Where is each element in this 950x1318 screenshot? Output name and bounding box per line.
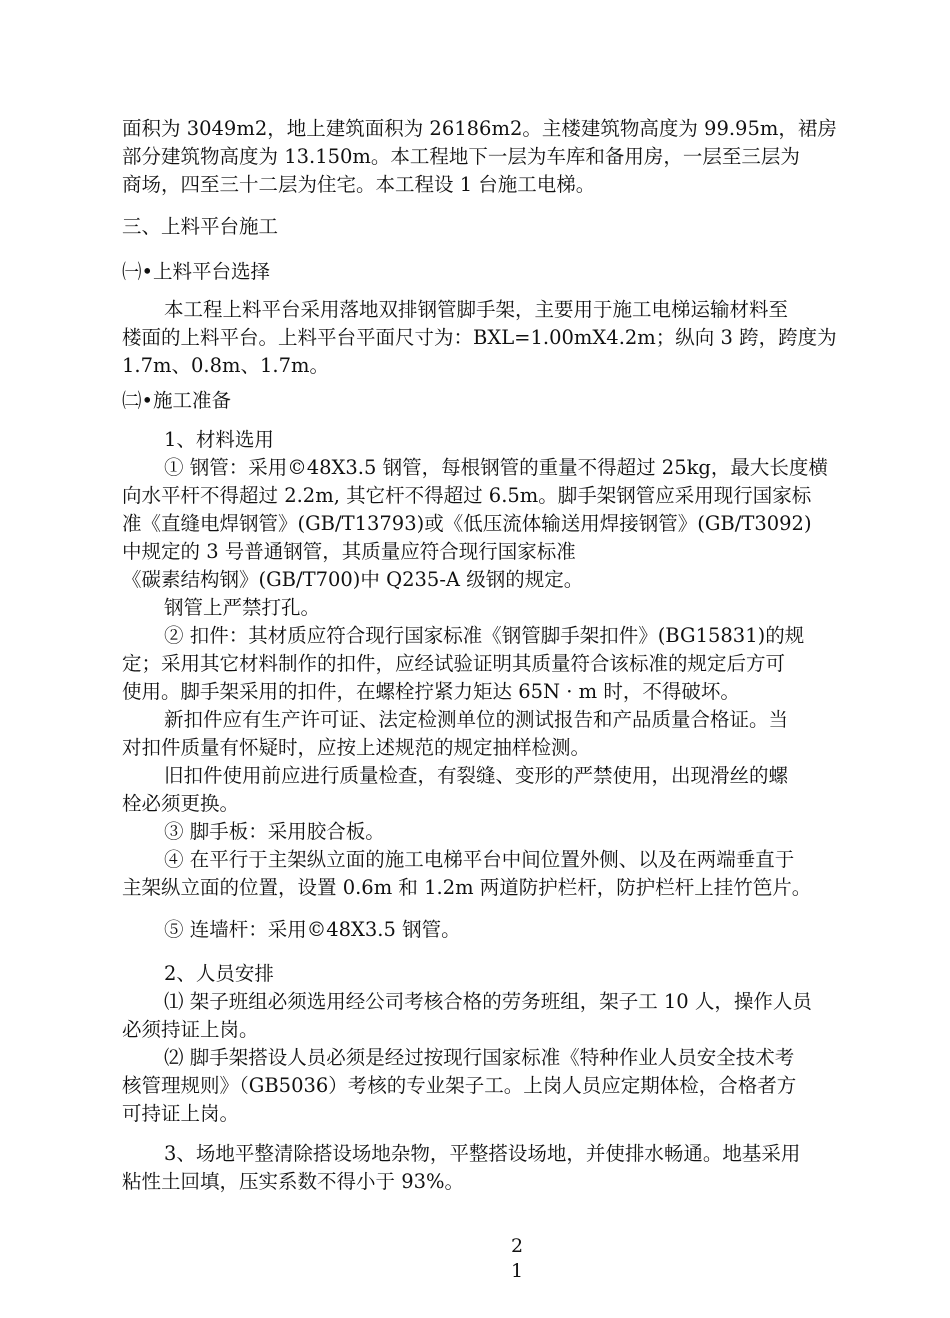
- text-line: 可持证上岗。: [122, 1102, 240, 1125]
- paragraph-site-leveling: [122, 1140, 882, 1196]
- text-line: 2、人员安排: [164, 962, 274, 985]
- text-line: 核管理规则》（GB5036）考核的专业架子工。上岗人员应定期体检，合格者方: [122, 1074, 797, 1097]
- text-line: ⑴ 架子班组必须选用经公司考核合格的劳务班组，架子工 10 人，操作人员: [164, 990, 812, 1013]
- text-line: 对扣件质量有怀疑时，应按上述规范的规定抽样检测。: [122, 736, 591, 759]
- text-line: ⑵ 脚手架搭设人员必须是经过按现行国家标准《特种作业人员安全技术考: [164, 1046, 795, 1069]
- text-line: 1.7m、0.8m、1.7m。: [122, 354, 330, 377]
- paragraph-platform-selection: [122, 296, 882, 380]
- page-number-lower: [0, 1259, 950, 1283]
- text-line: 本工程上料平台采用落地双排钢管脚手架，主要用于施工电梯运输材料至: [164, 298, 789, 321]
- paragraph-building-area: [122, 115, 882, 199]
- page-number-upper: [0, 1234, 950, 1258]
- text-line: 粘性土回填，压实系数不得小于 93%。: [122, 1170, 465, 1193]
- text-line: ③ 脚手板：采用胶合板。: [164, 820, 385, 843]
- text-line: 3、场地平整清除搭设场地杂物，平整搭设场地，并使排水畅通。地基采用: [164, 1142, 801, 1165]
- page-number: 1: [510, 1260, 524, 1282]
- text-line: 钢管上严禁打孔。: [164, 596, 321, 619]
- text-line: 1、材料选用: [164, 428, 274, 451]
- subsection-title: ㈠•上料平台选择: [122, 260, 271, 283]
- text-line: 定；采用其它材料制作的扣件，应经试验证明其质量符合该标准的规定后方可: [122, 652, 786, 675]
- text-line: 准《直缝电焊钢管》(GB/T13793)或《低压流体输送用焊接钢管》(GB/T3092): [122, 512, 812, 535]
- text-line: 部分建筑物高度为 13.150m。本工程地下一层为车库和备用房，一层至三层为: [122, 145, 800, 168]
- text-line: 商场，四至三十二层为住宅。本工程设 1 台施工电梯。: [122, 173, 596, 196]
- text-line: 中规定的 3 号普通钢管，其质量应符合现行国家标准: [122, 540, 576, 563]
- paragraph-materials: [122, 426, 882, 902]
- text-line: ② 扣件：其材质应符合现行国家标准《钢管脚手架扣件》(BG15831)的规: [164, 624, 805, 647]
- text-line: ④ 在平行于主架纵立面的施工电梯平台中间位置外侧、以及在两端垂直于: [164, 848, 795, 871]
- section-heading: [122, 213, 882, 241]
- subsection-title: ㈡•施工准备: [122, 389, 232, 412]
- text-line: 新扣件应有生产许可证、法定检测单位的测试报告和产品质量合格证。当: [164, 708, 789, 731]
- text-line: 栓必须更换。: [122, 792, 240, 815]
- paragraph-personnel: [122, 960, 882, 1128]
- paragraph-wall-ties: [122, 916, 882, 944]
- text-line: 使用。脚手架采用的扣件，在螺栓拧紧力矩达 65N · m 时，不得破坏。: [122, 680, 740, 703]
- text-line: 旧扣件使用前应进行质量检查，有裂缝、变形的严禁使用，出现滑丝的螺: [164, 764, 789, 787]
- text-line: 面积为 3049m2，地上建筑面积为 26186m2。主楼建筑物高度为 99.95m，裙房: [122, 117, 837, 140]
- text-line: ⑤ 连墙杆：采用©48X3.5 钢管。: [164, 918, 461, 941]
- text-line: 必须持证上岗。: [122, 1018, 259, 1041]
- text-line: ① 钢管：采用©48X3.5 钢管，每根钢管的重量不得超过 25kg，最大长度横: [164, 456, 828, 479]
- text-line: 向水平杆不得超过 2.2m, 其它杆不得超过 6.5m。脚手架钢管应采用现行国家标: [122, 484, 812, 507]
- text-line: 楼面的上料平台。上料平台平面尺寸为：BXL=1.00mX4.2m；纵向 3 跨，跨度为: [122, 326, 837, 349]
- section-title: 三、上料平台施工: [122, 215, 279, 238]
- subsection-heading: [122, 258, 882, 286]
- subsection-heading: [122, 387, 882, 415]
- page-number: 2: [510, 1235, 524, 1257]
- text-line: 主架纵立面的位置，设置 0.6m 和 1.2m 两道防护栏杆，防护栏杆上挂竹笆片。: [122, 876, 812, 899]
- text-line: 《碳素结构钢》(GB/T700)中 Q235-A 级钢的规定。: [122, 568, 584, 591]
